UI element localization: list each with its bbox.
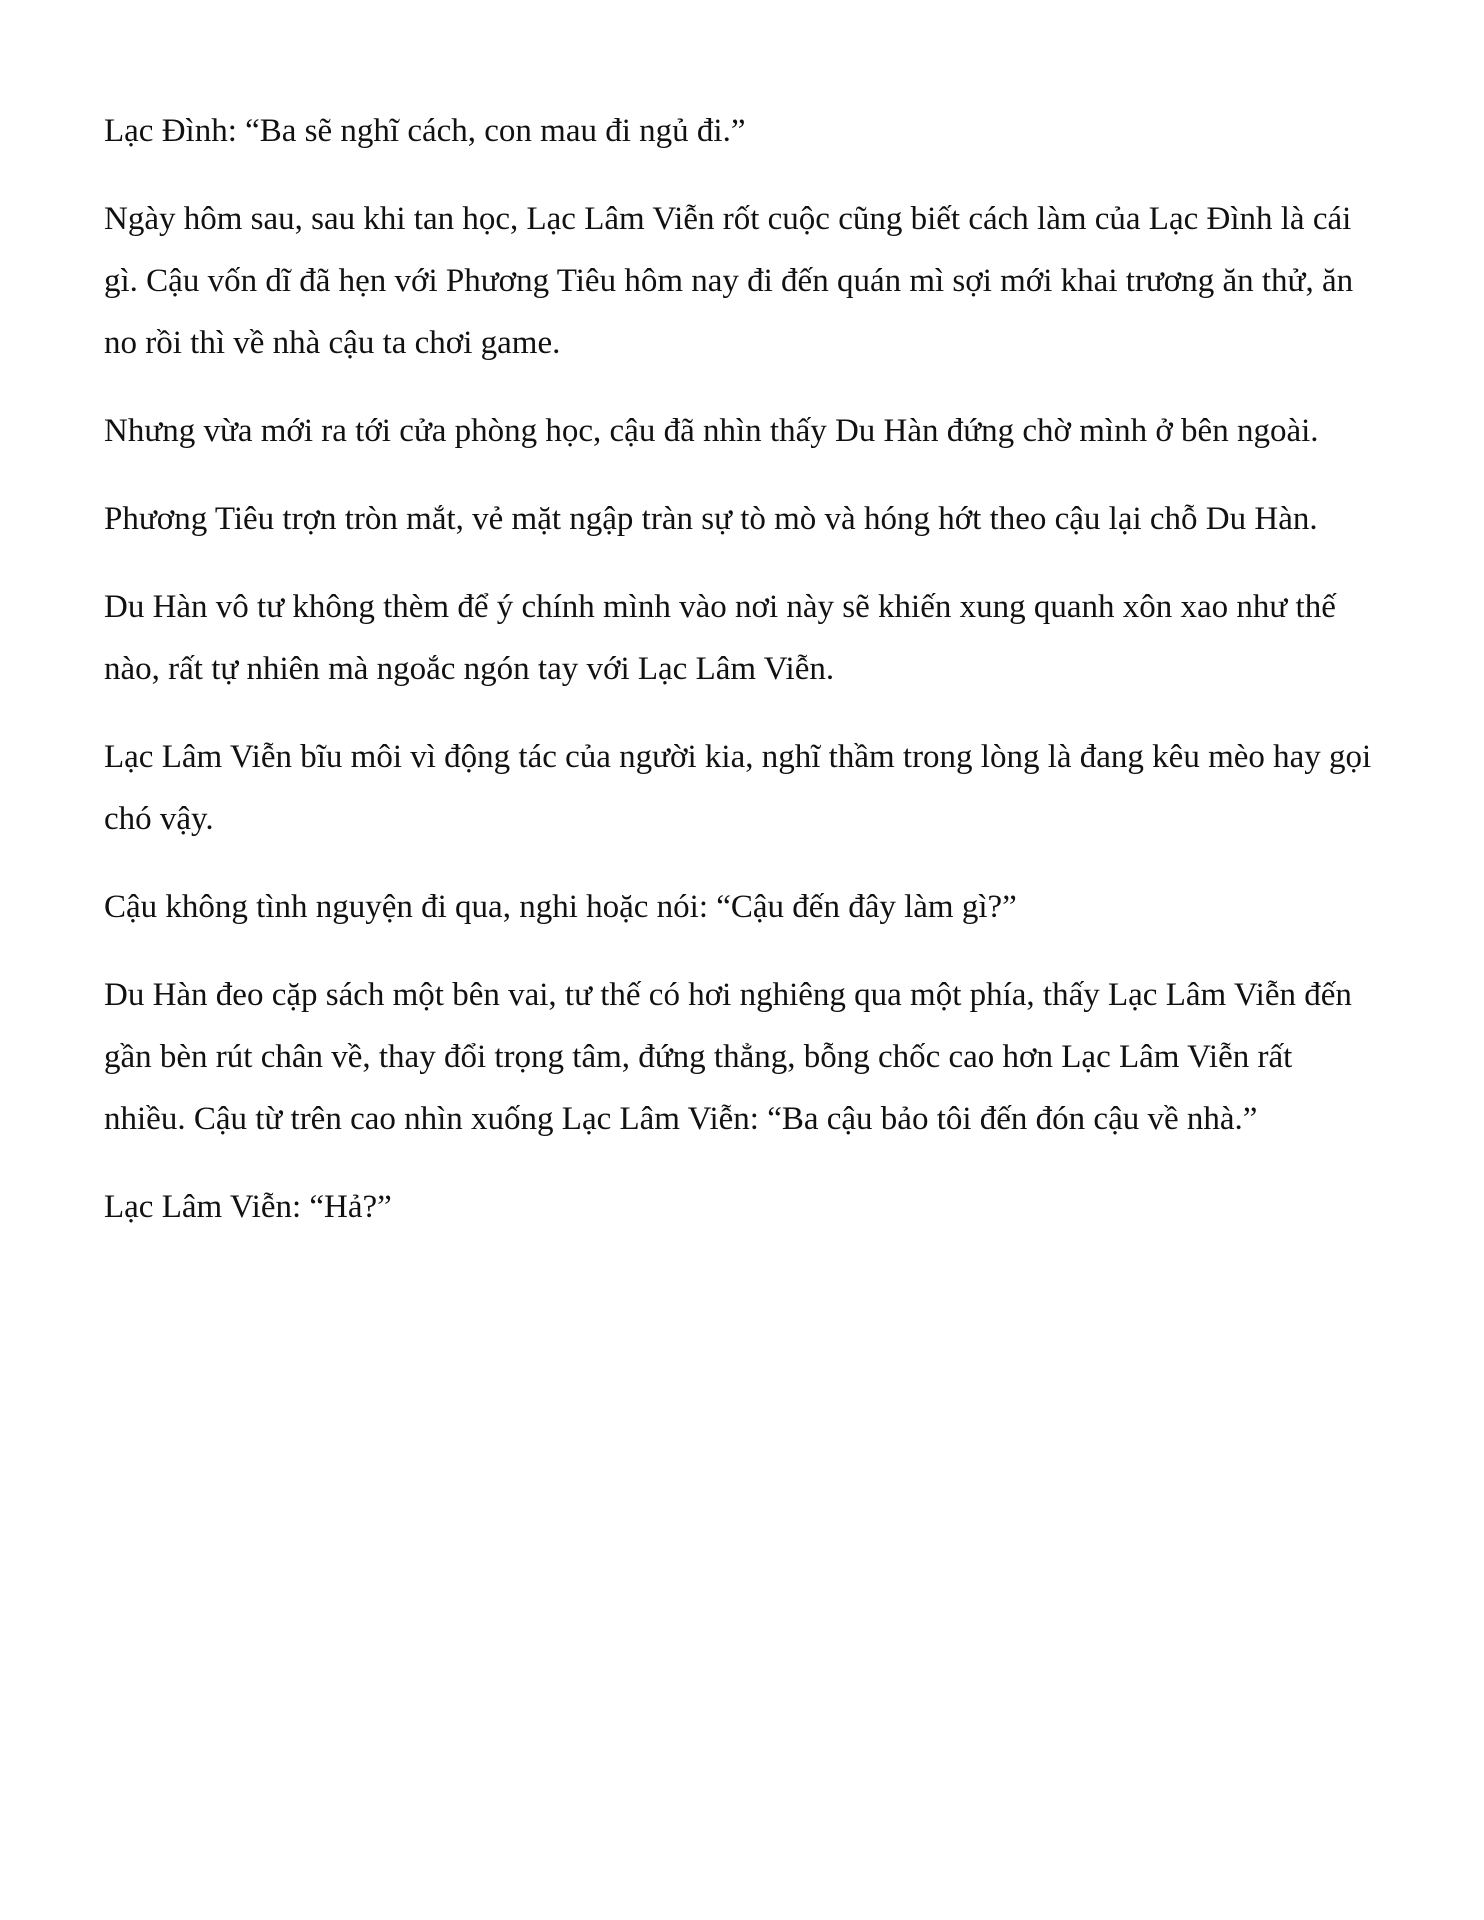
paragraph: Cậu không tình nguyện đi qua, nghi hoặc nói: “Cậu đến đây làm gì?” <box>104 889 1017 925</box>
document-page <box>104 100 1380 1264</box>
paragraph: Lạc Đình: “Ba sẽ nghĩ cách, con mau đi ngủ đi.” <box>104 113 746 149</box>
paragraph: Phương Tiêu trợn tròn mắt, vẻ mặt ngập tràn sự tò mò và hóng hớt theo cậu lại chỗ Du Hàn. <box>104 501 1318 537</box>
paragraph: Du Hàn vô tư không thèm để ý chính mình vào nơi này sẽ khiến xung quanh xôn xao như thế nào, rất tự nhiên mà ngoắc ngón tay với Lạc Lâm Viễn. <box>104 589 1336 687</box>
paragraph: Ngày hôm sau, sau khi tan học, Lạc Lâm Viễn rốt cuộc cũng biết cách làm của Lạc Đình là cái gì. Cậu vốn dĩ đã hẹn với Phương Tiêu hôm nay đi đến quán mì sợi mới khai trương ăn thử, ăn no rồi thì về nhà cậu ta chơi game. <box>104 201 1354 361</box>
paragraph: Lạc Lâm Viễn bĩu môi vì động tác của người kia, nghĩ thầm trong lòng là đang kêu mèo hay gọi chó vậy. <box>104 739 1372 837</box>
paragraph: Du Hàn đeo cặp sách một bên vai, tư thế có hơi nghiêng qua một phía, thấy Lạc Lâm Viễn đến gần bèn rút chân về, thay đổi trọng tâm, đứng thẳng, bỗng chốc cao hơn Lạc Lâm Viễn rất nhiều. Cậu từ trên cao nhìn xuống Lạc Lâm Viễn: “Ba cậu bảo tôi đến đón cậu về nhà.” <box>104 977 1352 1137</box>
paragraph: Lạc Lâm Viễn: “Hả?” <box>104 1189 392 1225</box>
paragraph: Nhưng vừa mới ra tới cửa phòng học, cậu đã nhìn thấy Du Hàn đứng chờ mình ở bên ngoài. <box>104 413 1319 449</box>
